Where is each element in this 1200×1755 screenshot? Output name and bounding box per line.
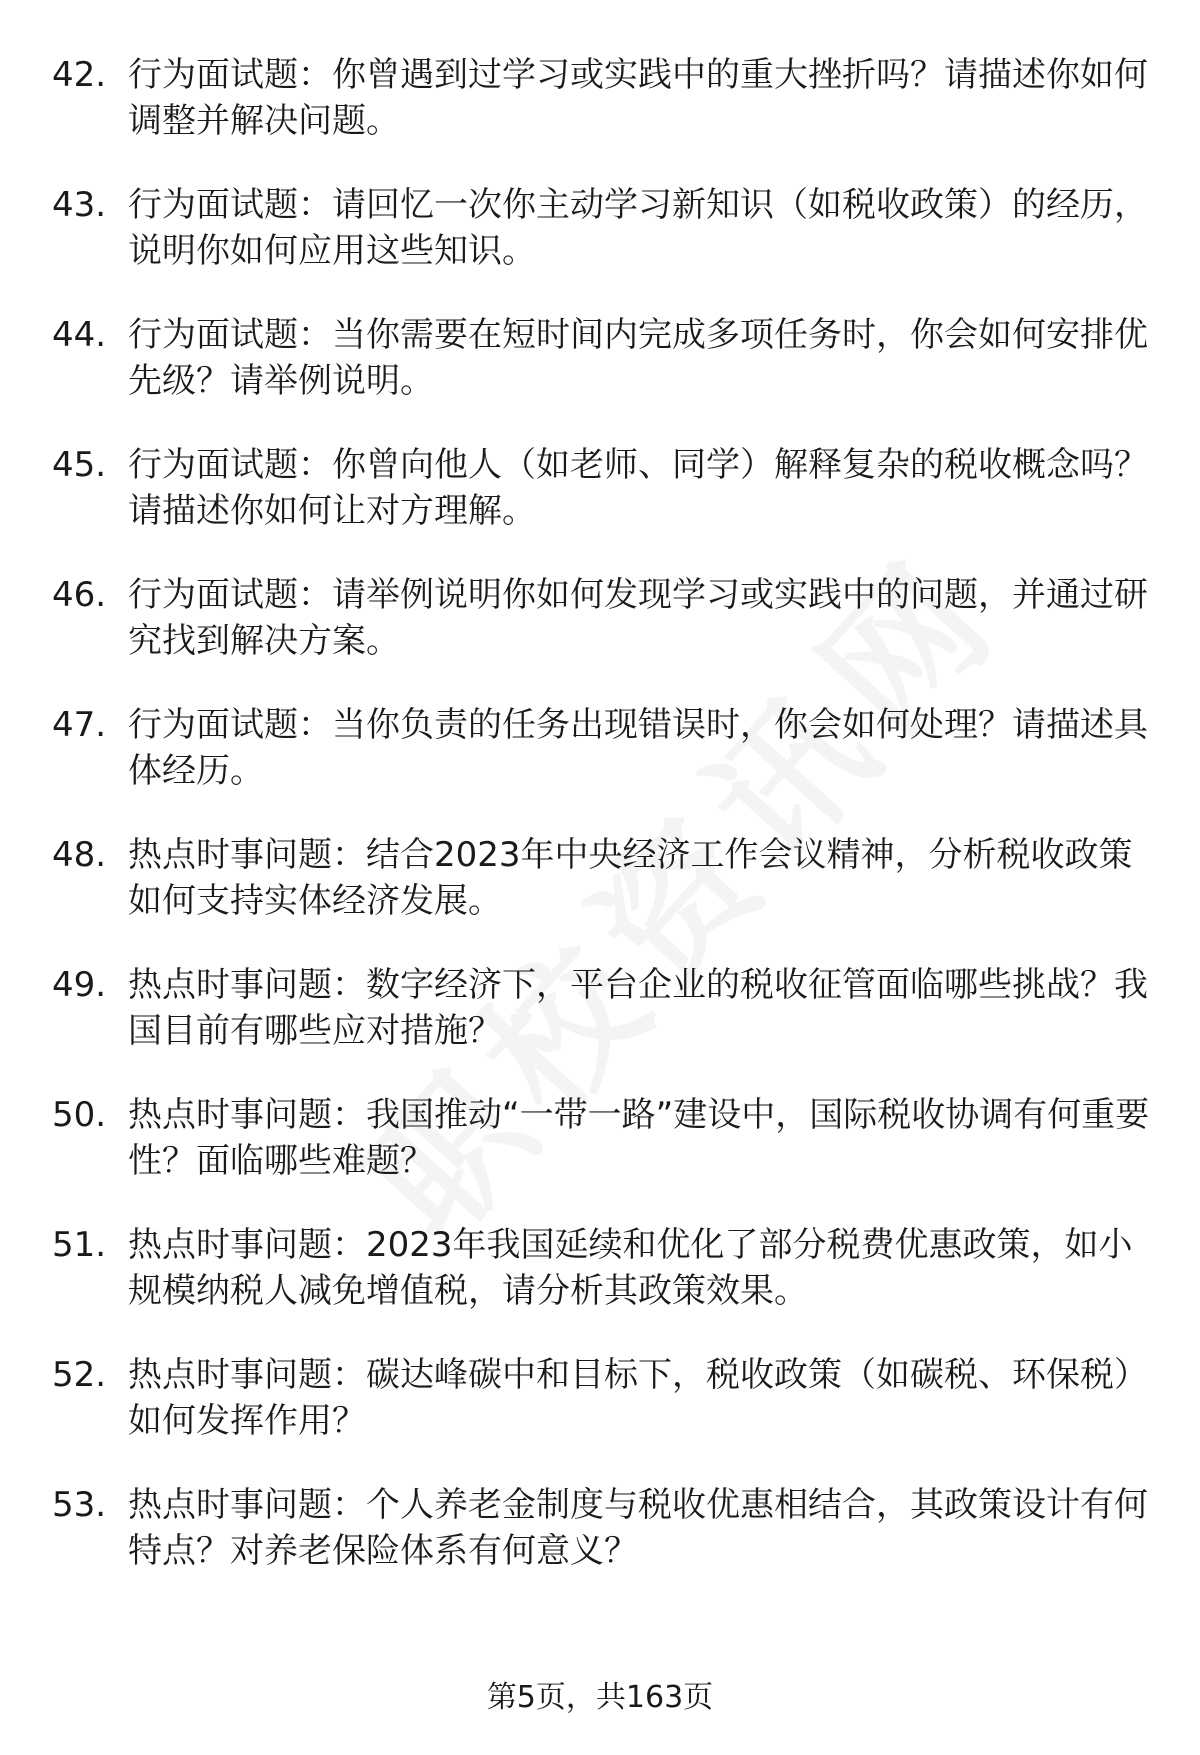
question-text: 热点时事问题：我国推动“一带一路”建设中，国际税收协调有何重要性？面临哪些难题？ — [128, 1095, 1150, 1181]
list-item — [0, 312, 1200, 404]
question-text: 热点时事问题：结合2023年中央经济工作会议精神，分析税收政策如何支持实体经济发展。 — [128, 835, 1133, 921]
question-text: 行为面试题：当你负责的任务出现错误时，你会如何处理？请描述具体经历。 — [128, 705, 1148, 791]
question-list — [0, 52, 1200, 1612]
question-text: 热点时事问题：碳达峰碳中和目标下，税收政策（如碳税、环保税）如何发挥作用？ — [128, 1355, 1148, 1441]
list-item — [0, 962, 1200, 1054]
list-item — [0, 1352, 1200, 1444]
question-number: 52. — [52, 1355, 107, 1395]
question-number: 49. — [52, 965, 107, 1005]
question-number: 43. — [52, 185, 107, 225]
question-text: 热点时事问题：个人养老金制度与税收优惠相结合，其政策设计有何特点？对养老保险体系有何意义？ — [128, 1485, 1148, 1571]
page-number-footer: 第5页，共163页 — [486, 1680, 714, 1715]
list-item — [0, 1092, 1200, 1184]
question-number: 44. — [52, 315, 107, 355]
question-text: 行为面试题：请举例说明你如何发现学习或实践中的问题，并通过研究找到解决方案。 — [128, 575, 1148, 661]
question-number: 48. — [52, 835, 107, 875]
list-item — [0, 572, 1200, 664]
list-item — [0, 442, 1200, 534]
list-item — [0, 1482, 1200, 1574]
question-text: 行为面试题：当你需要在短时间内完成多项任务时，你会如何安排优先级？请举例说明。 — [128, 315, 1148, 401]
question-number: 53. — [52, 1485, 107, 1525]
question-number: 51. — [52, 1225, 107, 1265]
list-item — [0, 182, 1200, 274]
question-text: 行为面试题：你曾向他人（如老师、同学）解释复杂的税收概念吗？请描述你如何让对方理解。 — [128, 445, 1148, 531]
list-item — [0, 702, 1200, 794]
question-number: 42. — [52, 55, 107, 95]
question-number: 46. — [52, 575, 107, 615]
question-text: 行为面试题：请回忆一次你主动学习新知识（如税收政策）的经历，说明你如何应用这些知识。 — [128, 185, 1148, 271]
list-item — [0, 832, 1200, 924]
list-item — [0, 52, 1200, 144]
question-text: 行为面试题：你曾遇到过学习或实践中的重大挫折吗？请描述你如何调整并解决问题。 — [128, 55, 1148, 141]
question-text: 热点时事问题：数字经济下，平台企业的税收征管面临哪些挑战？我国目前有哪些应对措施？ — [128, 965, 1148, 1051]
question-text: 热点时事问题：2023年我国延续和优化了部分税费优惠政策，如小规模纳税人减免增值税，请分析其政策效果。 — [128, 1225, 1133, 1311]
question-number: 47. — [52, 705, 107, 745]
question-number: 45. — [52, 445, 107, 485]
question-number: 50. — [52, 1095, 107, 1135]
list-item — [0, 1222, 1200, 1314]
